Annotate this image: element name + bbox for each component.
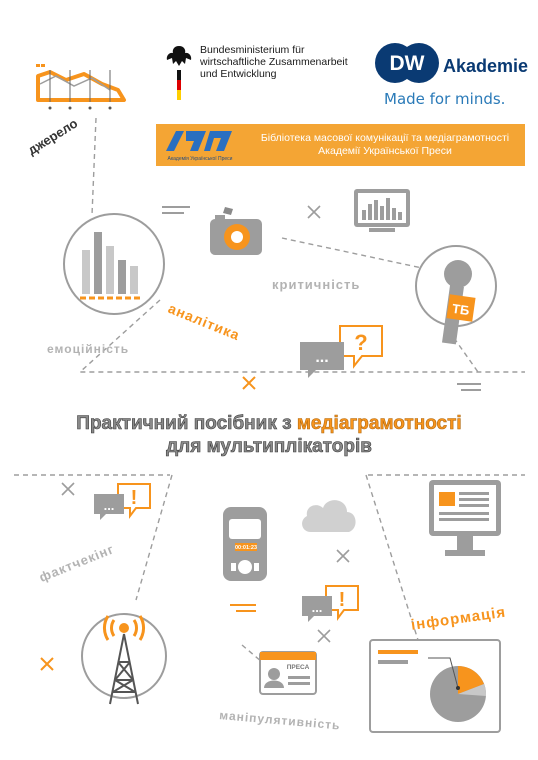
tv-microphone-icon [414, 244, 500, 348]
cross-icon [316, 628, 332, 644]
bmz-text: Bundesministerium für wirtschaftliche Zusammenarbeit und Entwicklung [200, 44, 348, 80]
cross-icon-orange [39, 656, 55, 672]
title-highlight: медіаграмотності [296, 413, 462, 434]
cross-icon-orange [241, 375, 257, 391]
svg-text:...: ... [311, 600, 323, 615]
svg-text:DW: DW [389, 52, 425, 75]
cross-icon [306, 204, 322, 220]
exclamation-chat-icon [300, 584, 362, 624]
svg-text:...: ... [315, 349, 329, 366]
svg-text:Академія Української Преси: Академія Української Преси [167, 156, 233, 162]
voice-recorder-icon [221, 505, 269, 583]
cross-icon [60, 481, 76, 497]
radio-tower-icon [80, 600, 170, 712]
svg-text:!: ! [130, 487, 138, 509]
double-dash-icon [455, 381, 483, 393]
svg-text:ПРЕСА: ПРЕСА [286, 664, 310, 671]
label-analityka: аналітика [166, 300, 243, 344]
svg-text:00:01:23: 00:01:23 [234, 545, 258, 551]
label-informatsiia: інформація [410, 603, 508, 634]
label-faktcheking: фактчекінг [37, 541, 117, 585]
double-dash-icon [228, 602, 258, 614]
label-emotsiinist: емоційність [47, 342, 130, 356]
title-part1: Практичний посібник з [76, 413, 297, 434]
exclamation-chat-icon [92, 482, 154, 522]
cloud-icon [297, 494, 361, 534]
camera-icon [207, 205, 265, 257]
label-krytychnist: критичність [272, 277, 361, 292]
monitor-news-icon [427, 478, 503, 562]
svg-text:!: ! [338, 589, 346, 611]
question-chat-icon [298, 322, 388, 378]
equalizer-monitor-icon [353, 188, 411, 234]
svg-text:...: ... [103, 498, 115, 513]
banner-text: Бібліотека масової комунікації та медіаграмотності Академії Української Преси [260, 132, 510, 157]
svg-text:ТБ: ТБ [451, 300, 471, 319]
label-dzherelo: джерело [25, 115, 81, 158]
dw-wordmark: Akademie [443, 56, 529, 76]
dw-tagline: Made for minds. [384, 90, 506, 108]
bar-chart-circle-icon [60, 210, 168, 318]
main-title [0, 412, 538, 458]
title-line2: для мультиплікаторів [166, 436, 372, 457]
cross-icon [335, 548, 351, 564]
svg-text:?: ? [354, 330, 368, 355]
press-card-icon [258, 650, 318, 696]
pie-chart-slide-icon [368, 638, 502, 734]
label-manipuliatyvnist: маніпулятивність [218, 708, 342, 733]
